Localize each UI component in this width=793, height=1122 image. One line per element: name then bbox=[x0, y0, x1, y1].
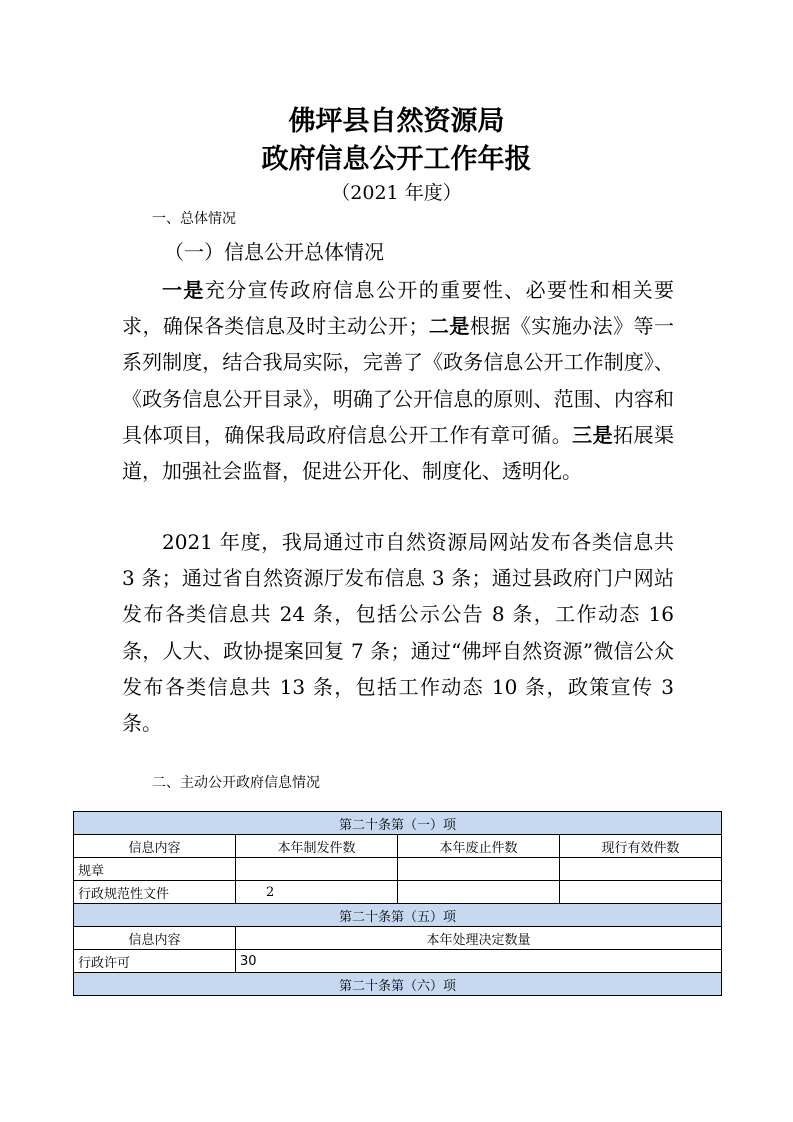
table-row bbox=[74, 858, 722, 881]
row-label: 规章 bbox=[74, 858, 236, 881]
title-line2: 政府信息公开工作年报 bbox=[261, 144, 532, 175]
section-title-art20-1: 第二十条第（一）项 bbox=[74, 812, 722, 835]
section2-heading: 二、主动公开政府信息情况 bbox=[152, 775, 320, 791]
section-title-art20-6: 第二十条第（六）项 bbox=[74, 973, 722, 996]
abolished-count bbox=[398, 881, 560, 904]
row-label: 行政许可 bbox=[74, 950, 236, 973]
valid-count bbox=[560, 858, 722, 881]
table-row bbox=[74, 835, 722, 858]
decision-count: 30 bbox=[236, 950, 722, 973]
table-row bbox=[74, 950, 722, 973]
para1-text3: 拓展渠道，加强社会监督，促进公开化、制度化、透明化。 bbox=[122, 422, 675, 484]
valid-count bbox=[560, 881, 722, 904]
report-year: （2021 年度） bbox=[331, 182, 462, 204]
table-row bbox=[74, 904, 722, 927]
header-cell: 本年废止件数 bbox=[398, 835, 560, 858]
para1-text2: 根据《实施办法》等一系列制度，结合我局实际，完善了《政务信息公开工作制度》、《政务信息公开目录》，明确了公开信息的原则、范围、内容和具体项目，确保我局政府信息公开工作有章可循。 bbox=[122, 314, 675, 447]
abolished-count bbox=[398, 858, 560, 881]
table-row bbox=[74, 973, 722, 996]
table-row bbox=[74, 881, 722, 904]
keyword-third: 三是 bbox=[572, 422, 614, 447]
header-cell: 信息内容 bbox=[74, 927, 236, 950]
keyword-second: 二是 bbox=[428, 314, 470, 339]
header-cell: 信息内容 bbox=[74, 835, 236, 858]
keyword-first: 一是 bbox=[162, 278, 205, 302]
disclosure-table bbox=[73, 811, 722, 996]
header-cell: 本年制发件数 bbox=[236, 835, 398, 858]
table-row bbox=[74, 812, 722, 835]
header-cell: 现行有效件数 bbox=[560, 835, 722, 858]
issued-count: 2 bbox=[236, 881, 398, 904]
issued-count bbox=[236, 858, 398, 881]
header-cell: 本年处理决定数量 bbox=[236, 927, 722, 950]
paragraph-overview bbox=[122, 272, 674, 489]
section-title-art20-5: 第二十条第（五）项 bbox=[74, 904, 722, 927]
table-row bbox=[74, 927, 722, 950]
paragraph-statistics: 2021 年度，我局通过市自然资源局网站发布各类信息共 3 条；通过省自然资源厅发布信息 3 条；通过县政府门户网站发布各类信息共 24 条，包括公示公告 8 条，工作动态 16 条，人大、政协提案回复 7 条；通过“佛坪自然资源”微信公众发布各类信息共 13 条，包括工作动态 10 条，政策宣传 3 条。 bbox=[122, 530, 674, 736]
row-label: 行政规范性文件 bbox=[74, 881, 236, 904]
title-line1: 佛坪县自然资源局 bbox=[288, 106, 505, 137]
section1-heading: 一、总体情况 bbox=[152, 211, 236, 227]
section1-sub-heading: （一）信息公开总体情况 bbox=[164, 240, 384, 264]
para1-text1: 充分宣传政府信息公开的重要性、必要性和相关要求，确保各类信息及时主动公开； bbox=[122, 278, 675, 339]
